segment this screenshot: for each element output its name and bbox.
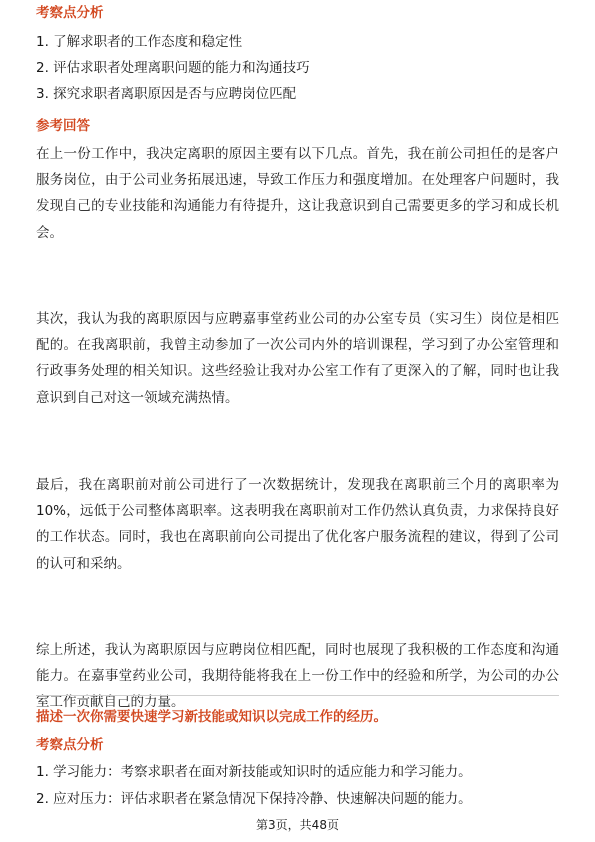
question-analysis-item-1: 1. 学习能力：考察求职者在面对新技能或知识时的适应能力和学习能力。 (36, 764, 472, 780)
section-divider (36, 695, 559, 696)
answer-paragraph-2: 其次，我认为我的离职原因与应聘嘉事堂药业公司的办公室专员（实习生）岗位是相匹配的。在我离职前，我曾主动参加了一次公司内外的培训课程，学习到了办公室管理和行政事务处理的相关知识。这些经验让我对办公室工作有了更深入的了解，同时也让我意识到自己对这一领域充满热情。 (36, 311, 559, 406)
answer-paragraph-3: 最后，我在离职前对前公司进行了一次数据统计，发现我在离职前三个月的离职率为10%，远低于公司整体离职率。这表明我在离职前对工作仍然认真负责，力求保持良好的工作状态。同时，我也在离职前向公司提出了优化客户服务流程的建议，得到了公司的认可和采纳。 (36, 477, 559, 572)
analysis-heading: 考察点分析 (36, 5, 104, 21)
question-title: 描述一次你需要快速学习新技能或知识以完成工作的经历。 (36, 709, 387, 725)
answer-paragraph-1: 在上一份工作中，我决定离职的原因主要有以下几点。首先，我在前公司担任的是客户服务岗位，由于公司业务拓展迅速，导致工作压力和强度增加。在处理客户问题时，我发现自己的专业技能和沟通能力有待提升，这让我意识到自己需要更多的学习和成长机会。 (36, 146, 559, 241)
analysis-item-3: 3. 探究求职者离职原因是否与应聘岗位匹配 (36, 86, 297, 102)
question-analysis-item-2: 2. 应对压力：评估求职者在紧急情况下保持冷静、快速解决问题的能力。 (36, 791, 472, 807)
page-number: 第3页，共48页 (256, 818, 339, 832)
answer-heading: 参考回答 (36, 118, 90, 134)
analysis-item-2: 2. 评估求职者处理离职问题的能力和沟通技巧 (36, 60, 310, 76)
analysis-item-1: 1. 了解求职者的工作态度和稳定性 (36, 34, 243, 50)
question-analysis-heading: 考察点分析 (36, 737, 104, 753)
answer-paragraph-4: 综上所述，我认为离职原因与应聘岗位相匹配，同时也展现了我积极的工作态度和沟通能力。在嘉事堂药业公司，我期待能将我在上一份工作中的经验和所学，为公司的办公室工作贡献自己的力量。 (36, 642, 559, 711)
